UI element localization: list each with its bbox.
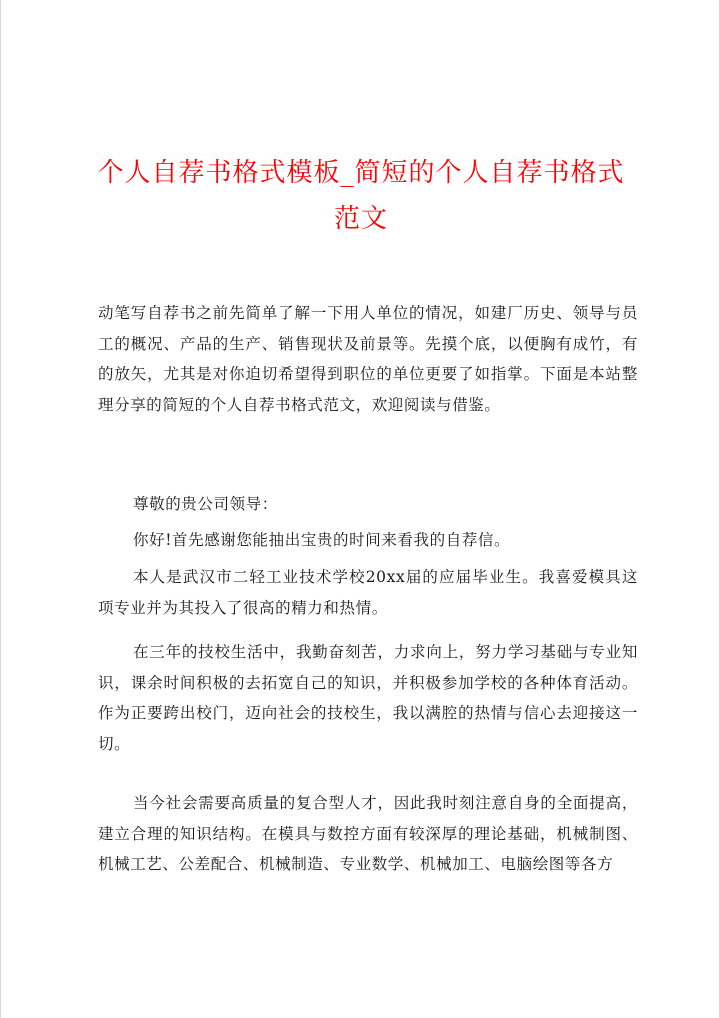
body-paragraph: 当今社会需要高质量的复合型人才，因此我时刻注意自身的全面提高，建立合理的知识结构。在模具与数控方面有较深厚的理论基础，机械制图、机械工艺、公差配合、机械制造、专业数学、机械加工、电脑绘图等各方	[98, 794, 638, 873]
document-title	[81, 150, 641, 242]
body-paragraph: 在三年的技校生活中，我勤奋刻苦，力求向上，努力学习基础与专业知识，课余时间积极的去拓宽自己的知识，并积极参加学校的各种体育活动。作为正要跨出校门，迈向社会的技校生，我以满腔的热情与信心去迎接这一切。	[98, 643, 638, 753]
intro-paragraph: 动笔写自荐书之前先简单了解一下用人单位的情况，如建厂历史、领导与员工的概况、产品的生产、销售现状及前景等。先摸个底，以便胸有成竹，有的放矢，尤其是对你迫切希望得到职位的单位更要了如指掌。下面是本站整理分享的简短的个人自荐书格式范文，欢迎阅读与借鉴。	[98, 304, 638, 414]
body-paragraph: 本人是武汉市二轻工业技术学校20xx届的应届毕业生。我喜爱模具这项专业并为其投入了很高的精力和热情。	[98, 568, 638, 617]
title-line-1: 个人自荐书格式模板_简短的个人自荐书格式	[97, 158, 625, 188]
letter-greeting: 尊敬的贵公司领导：	[133, 495, 278, 513]
body-paragraph: 你好!首先感谢您能抽出宝贵的时间来看我的自荐信。	[133, 531, 511, 549]
title-line-2: 范文	[333, 204, 388, 234]
